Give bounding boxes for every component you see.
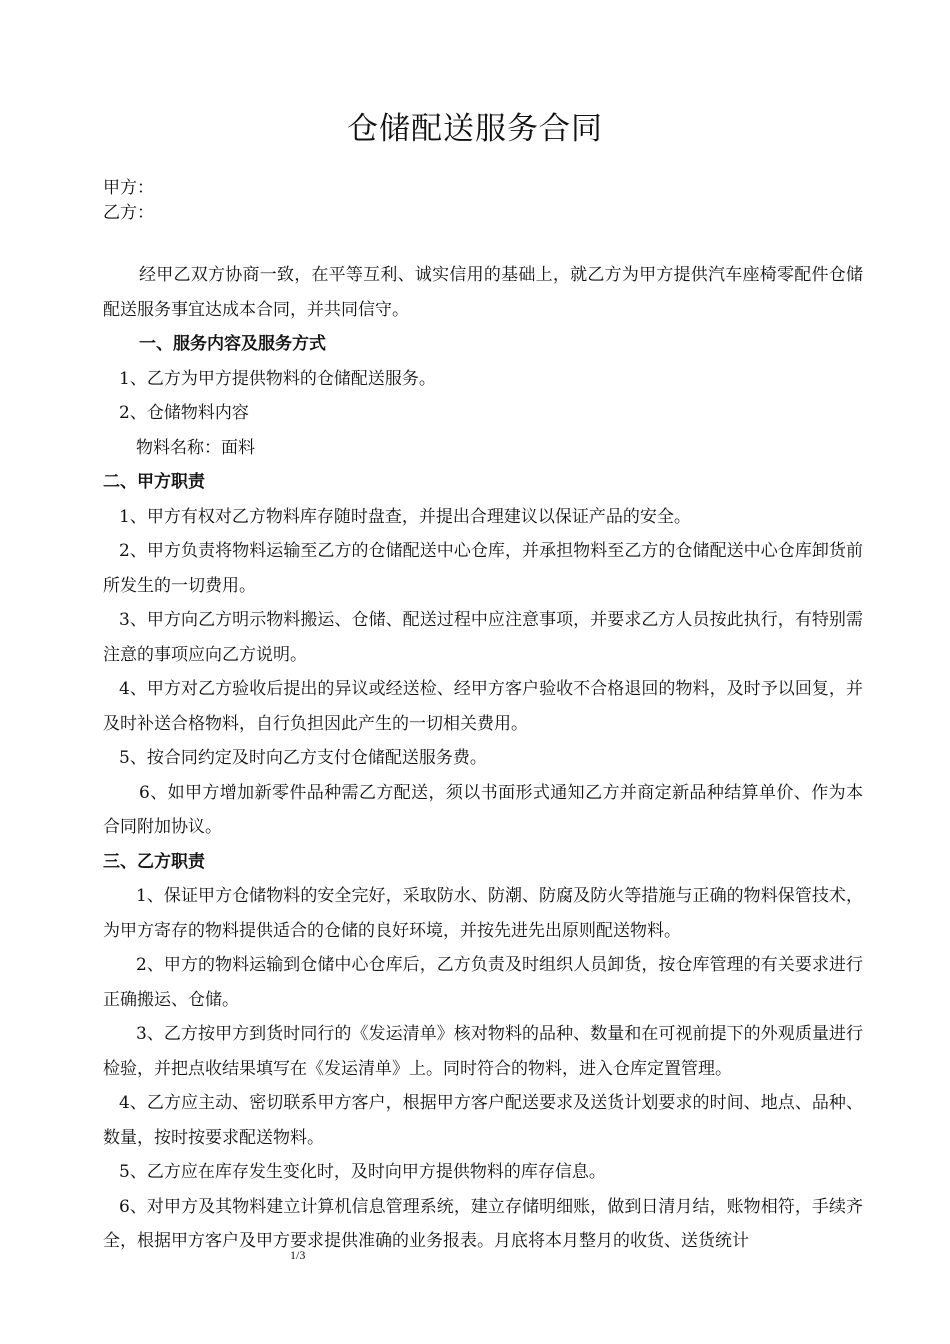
contract-title: 仓储配送服务合同 — [347, 111, 603, 147]
section-1-item-1: 1、乙方为甲方提供物料的仓储配送服务。 — [119, 368, 436, 389]
section-3-item-4: 4、乙方应主动、密切联系甲方客户，根据甲方客户配送要求及送货计划要求的时间、地点、品种、数量，按时按要求配送物料。 — [103, 1093, 863, 1148]
party-a-label: 甲方： — [103, 178, 154, 198]
section-1-heading: 一、服务内容及服务方式 — [139, 334, 326, 354]
section-3-item-2: 2、甲方的物料运输到仓储中心仓库后，乙方负责及时组织人员卸货，按仓库管理的有关要求进行正确搬运、仓储。 — [103, 955, 863, 1010]
page-number: 1/3 — [290, 1248, 306, 1262]
section-2-item-6: 6、如甲方增加新零件品种需乙方配送，须以书面形式通知乙方并商定新品种结算单价、作为本合同附加协议。 — [103, 782, 863, 837]
section-3-item-1: 1、保证甲方仓储物料的安全完好，采取防水、防潮、防腐及防火等措施与正确的物料保管技术，为甲方寄存的物料提供适合的仓储的良好环境，并按先进先出原则配送物料。 — [103, 886, 863, 941]
section-2-heading: 二、甲方职责 — [103, 472, 205, 492]
section-3-item-5: 5、乙方应在库存发生变化时，及时向甲方提供物料的库存信息。 — [119, 1162, 606, 1182]
party-b-label: 乙方： — [103, 203, 154, 223]
intro-paragraph: 经甲乙双方协商一致，在平等互利、诚实信用的基础上，就乙方为甲方提供汽车座椅零配件仓储配送服务事宜达成本合同，并共同信守。 — [103, 265, 863, 320]
section-2-item-4: 4、甲方对乙方验收后提出的异议或经送检、经甲方客户验收不合格退回的物料，及时予以回复，并及时补送合格物料，自行负担因此产生的一切相关费用。 — [103, 679, 863, 734]
contract-body — [103, 258, 863, 1259]
section-3-heading: 三、乙方职责 — [103, 851, 205, 872]
section-2-item-2: 2、甲方负责将物料运输至乙方的仓储配送中心仓库，并承担物料至乙方的仓储配送中心仓库卸货前所发生的一切费用。 — [103, 541, 863, 596]
section-2-item-1: 1、甲方有权对乙方物料库存随时盘查，并提出合理建议以保证产品的安全。 — [119, 506, 691, 527]
section-3-item-3: 3、乙方按甲方到货时同行的《发运清单》核对物料的品种、数量和在可视前提下的外观质量进行检验，并把点收结果填写在《发运清单》上。同时符合的物料，进入仓库定置管理。 — [103, 1024, 863, 1079]
section-2-item-5: 5、按合同约定及时向乙方支付仓储配送服务费。 — [119, 748, 487, 768]
section-1-item-2: 2、仓储物料内容 — [119, 403, 249, 423]
material-name: 物料名称：面料 — [136, 437, 255, 458]
section-2-item-3: 3、甲方向乙方明示物料搬运、仓储、配送过程中应注意事项，并要求乙方人员按此执行，有特别需注意的事项应向乙方说明。 — [103, 610, 863, 665]
section-3-item-6: 6、对甲方及其物料建立计算机信息管理系统，建立存储明细账，做到日清月结，账物相符，手续齐全，根据甲方客户及甲方要求提供准确的业务报表。月底将本月整月的收货、送货统计 — [103, 1196, 863, 1251]
